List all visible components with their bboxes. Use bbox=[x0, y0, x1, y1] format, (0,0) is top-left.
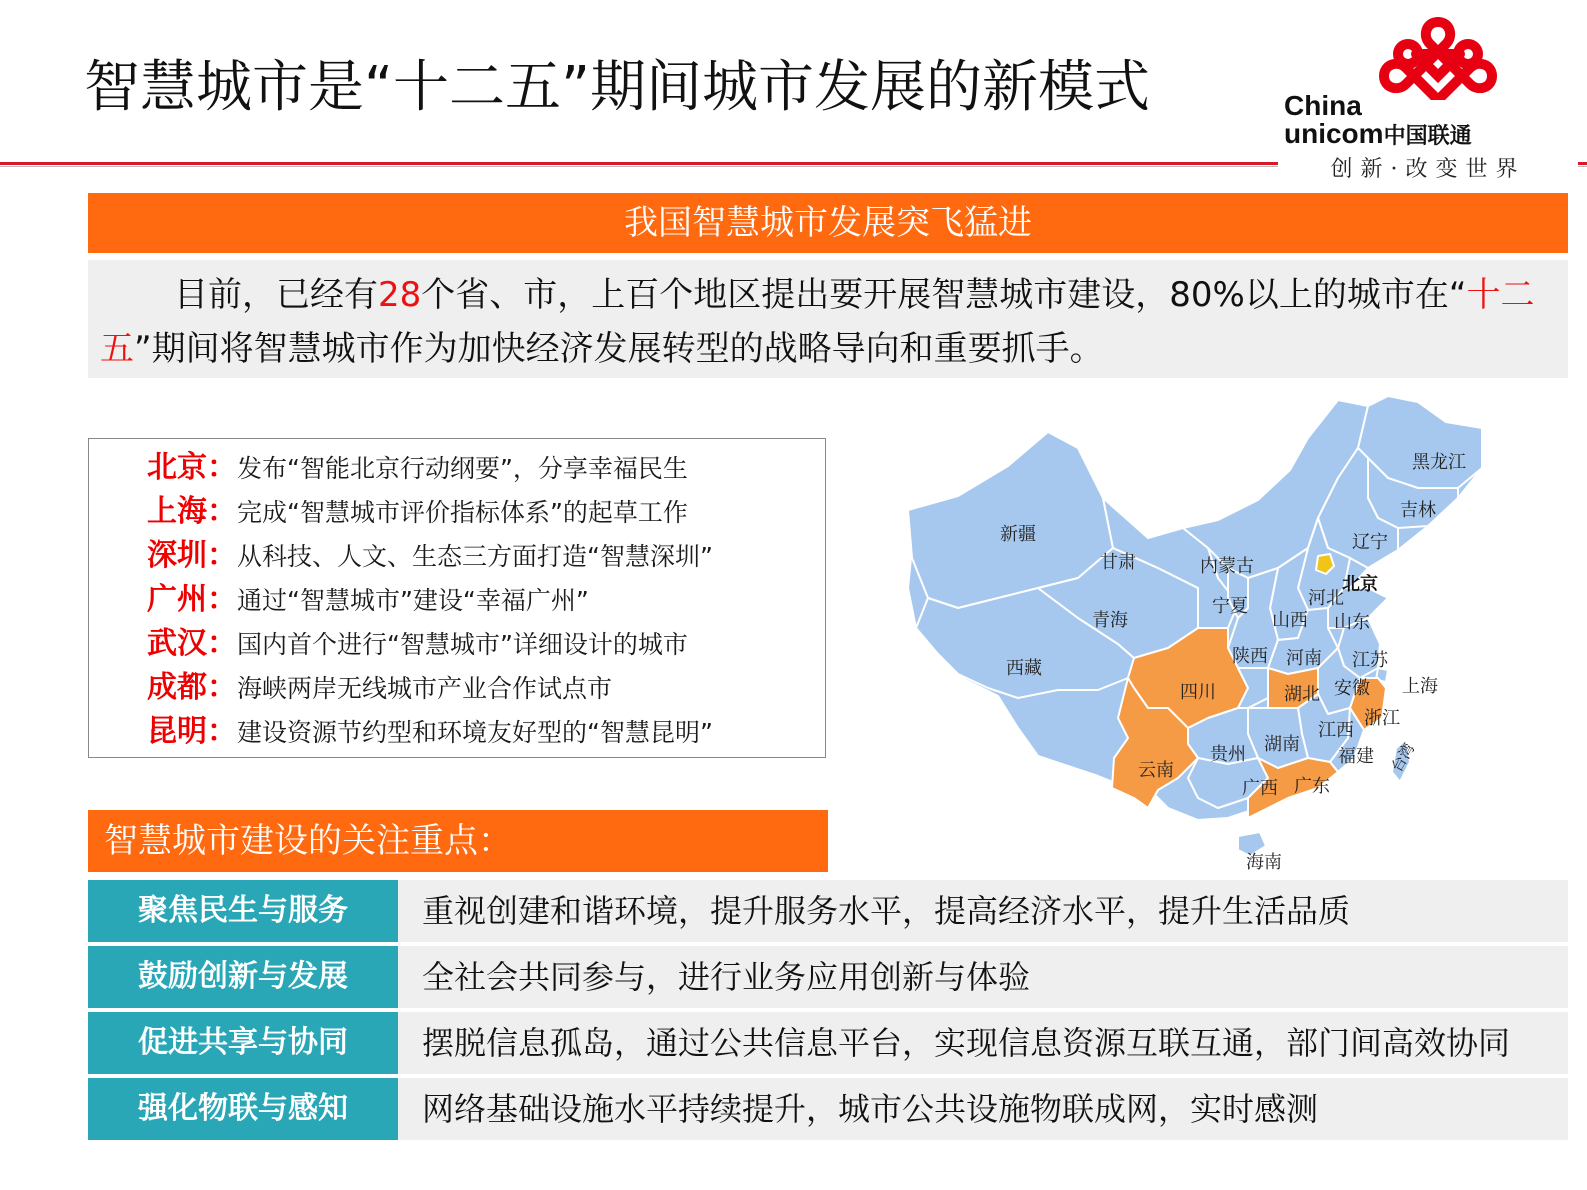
brand-chinese: 中国联通 bbox=[1383, 123, 1472, 148]
intro-text-a: 目前，已经有 bbox=[174, 275, 378, 315]
city-desc: 国内首个进行“智慧城市”详细设计的城市 bbox=[237, 630, 688, 659]
brand-name-line1: China bbox=[1284, 90, 1362, 121]
intro-paragraph bbox=[88, 260, 1568, 376]
unicom-knot-icon bbox=[1378, 10, 1587, 100]
map-label-hebei: 河北 bbox=[1308, 588, 1344, 609]
city-row bbox=[147, 450, 688, 485]
intro-text-c: ”期间将智慧城市作为加快经济发展转型的战略导向和重要抓手。 bbox=[134, 329, 1104, 369]
focus-text: 全社会共同参与，进行业务应用创新与体验 bbox=[422, 958, 1031, 996]
focus-row bbox=[88, 946, 1568, 1008]
focus-label: 强化物联与感知 bbox=[88, 1078, 398, 1140]
map-label-guizhou: 贵州 bbox=[1210, 744, 1246, 765]
map-label-zhejiang: 浙江 bbox=[1364, 708, 1400, 729]
map-label-sichuan: 四川 bbox=[1180, 682, 1216, 703]
focus-label: 聚焦民生与服务 bbox=[88, 880, 398, 942]
map-label-jiangsu: 江苏 bbox=[1352, 650, 1388, 671]
city-desc: 发布“智能北京行动纲要”，分享幸福民生 bbox=[237, 454, 688, 483]
focus-text: 重视创建和谐环境，提升服务水平，提高经济水平，提升生活品质 bbox=[422, 892, 1351, 930]
map-label-hubei: 湖北 bbox=[1284, 684, 1320, 705]
map-label-shanxi: 山西 bbox=[1272, 610, 1308, 631]
city-row bbox=[147, 670, 613, 705]
map-label-gansu: 甘肃 bbox=[1100, 552, 1136, 573]
city-name: 广州： bbox=[147, 582, 237, 617]
focus-row bbox=[88, 1078, 1568, 1140]
city-name: 武汉： bbox=[147, 626, 237, 661]
map-label-shaanxi: 陕西 bbox=[1232, 646, 1268, 667]
city-row bbox=[147, 538, 713, 573]
city-name: 北京： bbox=[147, 450, 237, 485]
focus-label: 促进共享与协同 bbox=[88, 1012, 398, 1074]
intro-number: 28 bbox=[378, 275, 422, 315]
map-label-ningxia: 宁夏 bbox=[1212, 596, 1248, 617]
intro-paragraph-box bbox=[88, 260, 1568, 378]
focus-text: 摆脱信息孤岛，通过公共信息平台，实现信息资源互联互通，部门间高效协同 bbox=[422, 1024, 1511, 1062]
section-header-development: 我国智慧城市发展突飞猛进 bbox=[88, 193, 1568, 253]
map-label-xizang: 西藏 bbox=[1006, 658, 1042, 679]
city-name: 昆明： bbox=[147, 714, 237, 749]
city-name: 成都： bbox=[147, 670, 237, 705]
city-row bbox=[147, 714, 713, 749]
china-unicom-logo bbox=[1278, 10, 1578, 186]
map-label-guangxi: 广西 bbox=[1242, 778, 1278, 799]
brand-unicom: unicom bbox=[1284, 118, 1384, 149]
map-label-liaoning: 辽宁 bbox=[1352, 532, 1388, 553]
city-desc: 从科技、人文、生态三方面打造“智慧深圳” bbox=[237, 542, 713, 571]
china-province-map bbox=[898, 378, 1538, 898]
map-label-anhui: 安徽 bbox=[1334, 678, 1370, 699]
map-label-jiangxi: 江西 bbox=[1318, 720, 1354, 741]
map-label-xinjiang: 新疆 bbox=[1000, 524, 1036, 545]
map-label-neimenggu: 内蒙古 bbox=[1200, 556, 1254, 577]
map-label-shanghai: 上海 bbox=[1402, 676, 1438, 697]
map-label-taiwan: 台湾 bbox=[1387, 740, 1419, 776]
page-title: 智慧城市是“十二五”期间城市发展的新模式 bbox=[84, 55, 1151, 120]
map-label-beijing: 北京 bbox=[1342, 574, 1378, 595]
city-desc: 通过“智慧城市”建设“幸福广州” bbox=[237, 586, 589, 615]
brand-slogan: 创新·改变世界 bbox=[1278, 152, 1578, 183]
map-label-henan: 河南 bbox=[1286, 648, 1322, 669]
city-row bbox=[147, 494, 688, 529]
focus-row bbox=[88, 1012, 1568, 1074]
city-desc: 建设资源节约型和环境友好型的“智慧昆明” bbox=[237, 718, 713, 747]
map-label-jilin: 吉林 bbox=[1400, 500, 1436, 521]
brand-name-line2 bbox=[1284, 118, 1472, 150]
city-name: 深圳： bbox=[147, 538, 237, 573]
map-label-hunan: 湖南 bbox=[1264, 734, 1300, 755]
city-desc: 完成“智慧城市评价指标体系”的起草工作 bbox=[237, 498, 688, 527]
city-desc: 海峡两岸无线城市产业合作试点市 bbox=[237, 674, 613, 703]
city-row bbox=[147, 582, 589, 617]
intro-text-b: 个省、市，上百个地区提出要开展智慧城市建设，80%以上的城市在“ bbox=[421, 275, 1467, 315]
intro-highlight: 十二五 bbox=[100, 275, 1535, 369]
section-header-focus: 智慧城市建设的关注重点： bbox=[88, 810, 828, 872]
map-label-heilongjiang: 黑龙江 bbox=[1412, 452, 1466, 473]
map-label-guangdong: 广东 bbox=[1294, 776, 1330, 797]
map-label-shandong: 山东 bbox=[1334, 612, 1370, 633]
map-label-fujian: 福建 bbox=[1338, 746, 1374, 767]
map-label-yunnan: 云南 bbox=[1138, 760, 1174, 781]
city-row bbox=[147, 626, 688, 661]
focus-row bbox=[88, 880, 1568, 942]
map-label-qinghai: 青海 bbox=[1092, 610, 1128, 631]
focus-label: 鼓励创新与发展 bbox=[88, 946, 398, 1008]
city-initiatives-box bbox=[88, 438, 826, 758]
map-label-hainan: 海南 bbox=[1246, 852, 1282, 873]
focus-text: 网络基础设施水平持续提升，城市公共设施物联成网，实时感测 bbox=[422, 1090, 1319, 1128]
city-name: 上海： bbox=[147, 494, 237, 529]
